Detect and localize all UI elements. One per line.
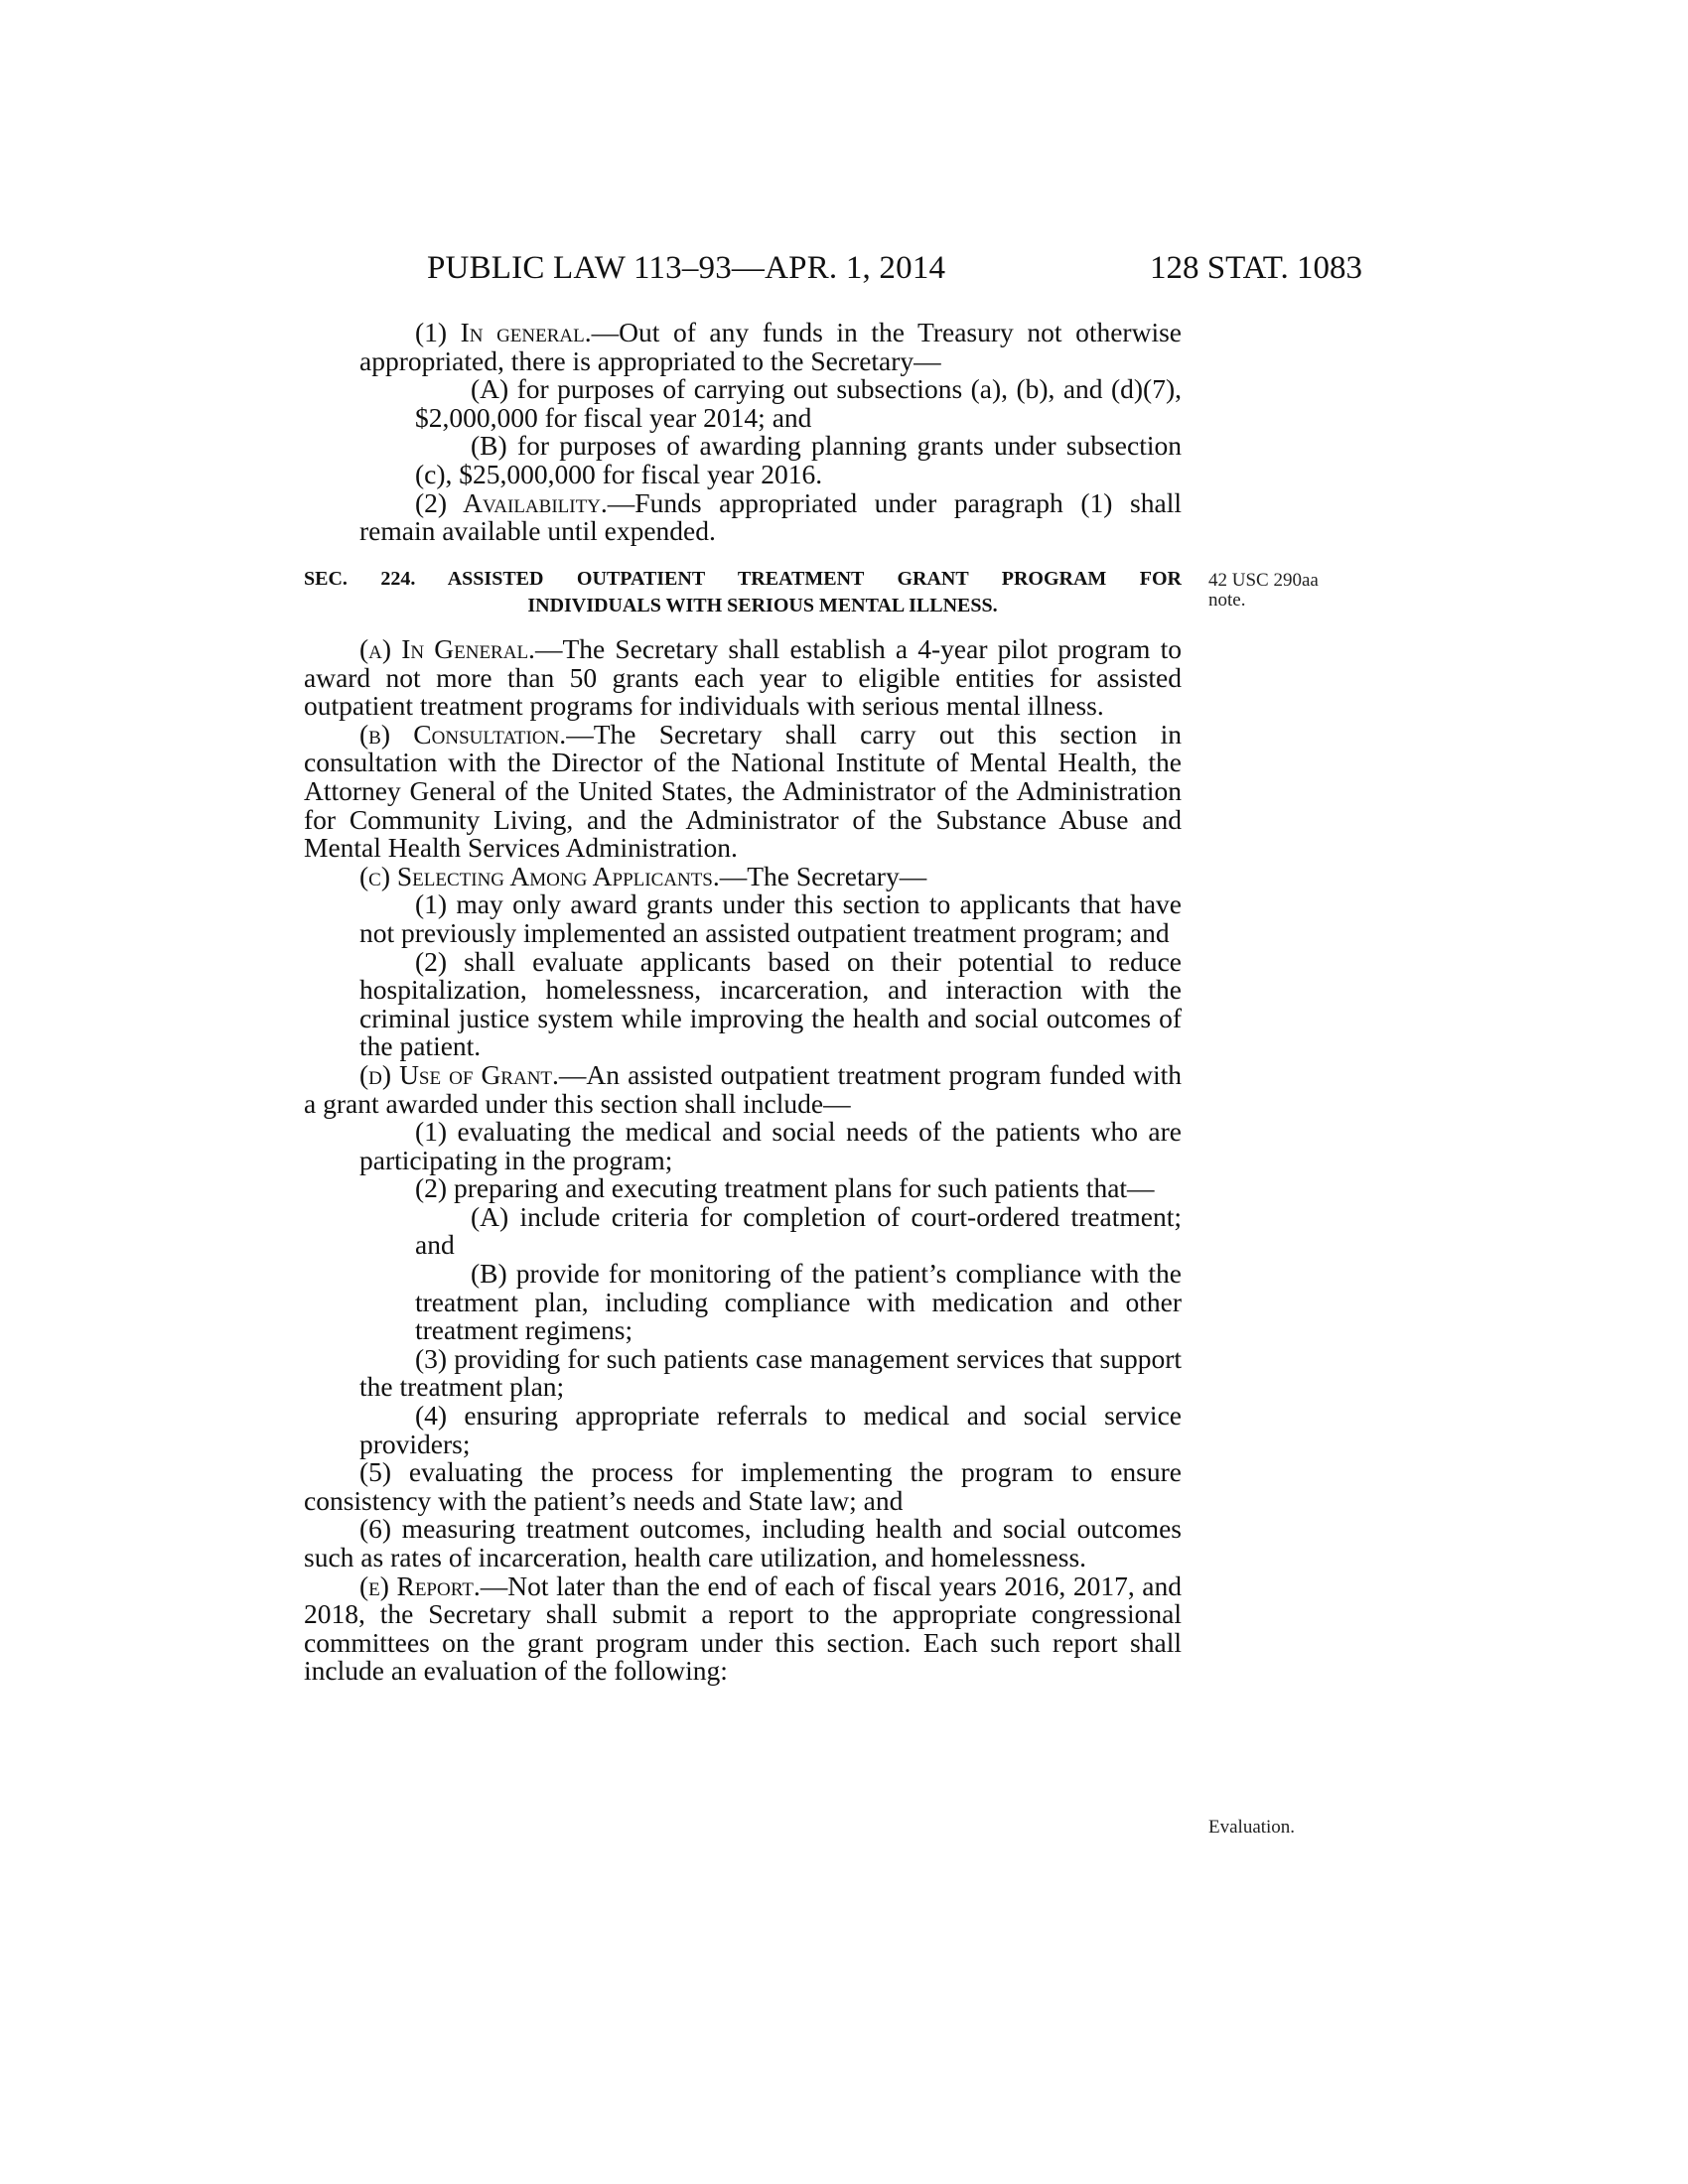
subsection-heading: (b) Consultation. xyxy=(359,718,567,750)
subsection-b xyxy=(304,718,1182,864)
subsection-d-2: (2) preparing and executing treatment plans for such patients that— xyxy=(415,1172,1155,1204)
subsection-heading: (c) Selecting Among Applicants. xyxy=(359,860,720,891)
margin-note-line-1: 42 USC 290aa xyxy=(1208,570,1319,591)
subsection-d-2-A: (A) include criteria for completion of court-ordered treatment; and xyxy=(415,1200,1182,1261)
subsection-d-6: (6) measuring treatment outcomes, including health and social outcomes such as rates of incarceration, health care utilization, and homelessness. xyxy=(304,1513,1182,1572)
paragraph-text: —Out of any funds in the Treasury not otherwise appropriated, there is appropriated to the Secretary— xyxy=(359,317,1182,376)
page-header-title: PUBLIC LAW 113–93—APR. 1, 2014 xyxy=(427,250,946,286)
margin-note-usc xyxy=(1208,571,1319,611)
section-body xyxy=(304,635,1182,1686)
subsection-d-5: (5) evaluating the process for implementing the program to ensure consistency with the patient’s needs and State law; and xyxy=(304,1456,1182,1516)
subsection-d-2-B: (B) provide for monitoring of the patient’s compliance with the treatment plan, including compliance with medication and other treatment regimens; xyxy=(415,1258,1182,1346)
margin-note-evaluation: Evaluation. xyxy=(1208,1817,1296,1838)
subsection-d-4: (4) ensuring appropriate referrals to medical and social service providers; xyxy=(359,1400,1182,1459)
paragraph-1-B: (B) for purposes of awarding planning grants under subsection (c), $25,000,000 for fiscal year 2016. xyxy=(415,430,1182,489)
subsection-c xyxy=(304,860,1182,891)
subsection-text: —The Secretary— xyxy=(719,860,927,891)
paragraph-1-A: (A) for purposes of carrying out subsections (a), (b), and (d)(7), $2,000,000 for fiscal year 2014; and xyxy=(415,373,1182,433)
margin-note-line-2: note. xyxy=(1208,590,1246,611)
subsection-d-1: (1) evaluating the medical and social needs of the patients who are participating in the program; xyxy=(359,1116,1182,1175)
paragraph-heading: (1) In general. xyxy=(415,317,592,347)
subsection-c-2: (2) shall evaluate applicants based on their potential to reduce hospitalization, homelessness, incarceration, and interaction with the criminal justice system while improving the health and social outcomes of the patient. xyxy=(359,945,1182,1062)
subsection-a xyxy=(304,635,1182,721)
subsection-c-1: (1) may only award grants under this section to applicants that have not previously implemented an assisted outpatient treatment program; and xyxy=(359,888,1182,948)
top-paragraphs xyxy=(304,319,1182,546)
paragraph-text: —Funds appropriated under paragraph (1) shall remain available until expended. xyxy=(359,486,1182,547)
page-header-stat: 128 STAT. 1083 xyxy=(1149,250,1362,286)
subsection-text: —The Secretary shall establish a 4-year pilot program to award not more than 50 grants each year to eligible entities for assisted outpatient treatment programs for individuals with serious mental illness. xyxy=(304,633,1182,722)
subsection-d xyxy=(304,1058,1182,1119)
subsection-text: —The Secretary shall carry out this section in consultation with the Director of the National Institute of Mental Health, the Attorney General of the United States, the Administrator of the Administration for Community Living, and the Administrator of the Substance Abuse and Mental Health Services Administration. xyxy=(304,718,1182,864)
paragraph-2 xyxy=(304,486,1182,547)
section-heading-line-2: INDIVIDUALS WITH SERIOUS MENTAL ILLNESS. xyxy=(527,595,998,616)
subsection-d-3: (3) providing for such patients case management services that support the treatment plan; xyxy=(359,1342,1182,1403)
subsection-heading: (a) In General. xyxy=(359,633,535,664)
subsection-text: —Not later than the end of each of fiscal years 2016, 2017, and 2018, the Secretary shall submit a report to the appropriate congressional committees on the grant program under this section. Each such report shall include an evaluation of the following: xyxy=(304,1570,1183,1687)
subsection-heading: (e) Report. xyxy=(359,1570,481,1601)
subsection-e xyxy=(304,1572,1182,1686)
paragraph-heading: (2) Availability. xyxy=(415,486,608,518)
subsection-heading: (d) Use of Grant. xyxy=(359,1058,559,1090)
paragraph-1 xyxy=(304,319,1182,375)
subsection-text: —An assisted outpatient treatment program funded with a grant awarded under this section shall include— xyxy=(304,1058,1182,1119)
section-heading-line-1: SEC. 224. ASSISTED OUTPATIENT TREATMENT GRANT PROGRAM FOR xyxy=(304,568,1182,590)
section-heading xyxy=(304,566,1182,619)
